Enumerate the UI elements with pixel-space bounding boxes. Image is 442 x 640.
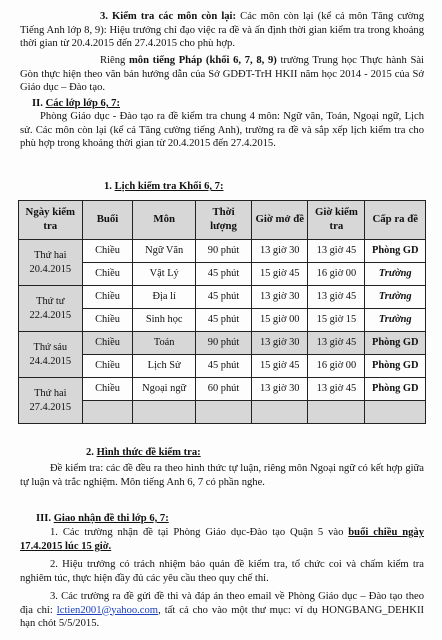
- section-III-heading: III. Giao nhận đề thi lớp 6, 7:: [36, 513, 169, 524]
- header-cell: Cấp ra đề: [365, 201, 426, 240]
- schedule-heading: 1. Lịch kiểm tra Khối 6, 7:: [104, 181, 224, 192]
- exam-format-heading: 2. Hình thức đề kiểm tra:: [86, 447, 201, 458]
- table-row: Chiều Vật Lý 45 phút 15 giờ 45 16 giờ 00 Trường: [19, 263, 426, 286]
- date-cell: Thứ tư 22.4.2015: [19, 286, 83, 332]
- french-subject: môn tiếng Pháp (khối 6, 7, 8, 9): [128, 55, 277, 66]
- date-cell: Thứ sáu 24.4.2015: [19, 332, 83, 378]
- table-row: Thứ sáu 24.4.2015 Chiều Toán 90 phút 13 giờ 30 13 giờ 45 Phòng GD: [19, 332, 426, 355]
- email-link[interactable]: lctien2001@yahoo.com: [56, 604, 159, 616]
- secIII-item-2: 2. Hiệu trưởng có trách nhiệm bảo quản đề kiểm tra, tổ chức coi và chấm kiểm tra nghiêm túc, thực hiện đầy đủ các yêu cầu theo quy chế thi.: [20, 559, 424, 584]
- table-row: Thứ hai 27.4.2015 Chiều Ngoại ngữ 60 phút 13 giờ 30 13 giờ 45 Phòng GD: [19, 378, 426, 401]
- section-II-paragraph: Phòng Giáo dục - Đào tạo ra đề kiểm tra chung 4 môn: Ngữ văn, Toán, Ngoại ngữ, Lịch sử. Các môn còn lại (kể cả Tăng cường tiếng Anh), trường ra đề và sắp xếp lịch kiểm tra cho phù hợp trong khoảng thời gian từ 20.4.2015 đến 27.4.2015.: [20, 111, 424, 150]
- table-row: Thứ tư 22.4.2015 Chiều Địa lí 45 phút 13 giờ 30 13 giờ 45 Trường: [19, 286, 426, 309]
- section-3-heading: 3. Kiểm tra các môn còn lại:: [100, 11, 237, 22]
- section-3-text: Các môn còn lại (kể cả môn Tăng cường Tiếng Anh lớp 8, 9): Hiệu trưởng chỉ đạo việc ra đề và ấn định thời gian kiểm tra trong khoảng thời gian từ 20.4.2015 đến 27.4.2015 cho phù hợp.: [20, 11, 424, 50]
- table-header-row: [19, 201, 426, 240]
- table-row: Chiều Lịch Sử 45 phút 15 giờ 45 16 giờ 00 Phòng GD: [19, 355, 426, 378]
- table-row: Thứ hai 20.4.2015 Chiều Ngữ Văn 90 phút 13 giờ 30 13 giờ 45 Phòng GD: [19, 240, 426, 263]
- secIII-item-3: 3. Các trường ra đề gửi đề thi và đáp án theo email về Phòng Giáo dục – Đào tạo theo địa chỉ: lctien2001@yahoo.com, tất cả cho vào một thư mục: ví dụ HONGBANG_DEHKII hạn chót 5/5/2015.: [20, 591, 424, 630]
- french-paragraph: Riêng môn tiếng Pháp (khối 6, 7, 8, 9) trường Trung học Thực hành Sài Gòn thực hiện theo văn bản hướng dẫn của Sở GDĐT-TrH HKII năm học 2014 - 2015 của Sở Giáo dục – Đào tạo.: [20, 55, 424, 94]
- table-row: Chiều Sinh học 45 phút 15 giờ 00 15 giờ 15 Trường: [19, 309, 426, 332]
- section-II-heading: II. Các lớp lớp 6, 7:: [32, 98, 120, 109]
- header-cell: Giờ mở đề: [252, 201, 308, 240]
- header-cell: Giờ kiểm tra: [308, 201, 365, 240]
- exam-format-paragraph: Đề kiểm tra: các đề đều ra theo hình thức tự luận, riêng môn Ngoại ngữ có kết hợp giữa tự luận và trắc nghiệm. Môn tiếng Anh 6, 7 có phần nghe.: [20, 463, 424, 488]
- secIII-item-1: 1. Các trường nhận đề tại Phòng Giáo dục-Đào tạo Quận 5 vào buổi chiều ngày 17.4.2015 lúc 15 giờ.: [20, 527, 425, 552]
- header-cell: Thời lượng: [195, 201, 251, 240]
- header-cell: Môn: [133, 201, 196, 240]
- header-cell: Buổi: [82, 201, 133, 240]
- exam-schedule-table: [18, 200, 426, 424]
- date-cell: Thứ hai 27.4.2015: [19, 378, 83, 424]
- header-cell: Ngày kiểm tra: [19, 201, 83, 240]
- date-cell: Thứ hai 20.4.2015: [19, 240, 83, 286]
- section-3-paragraph: [20, 10, 424, 51]
